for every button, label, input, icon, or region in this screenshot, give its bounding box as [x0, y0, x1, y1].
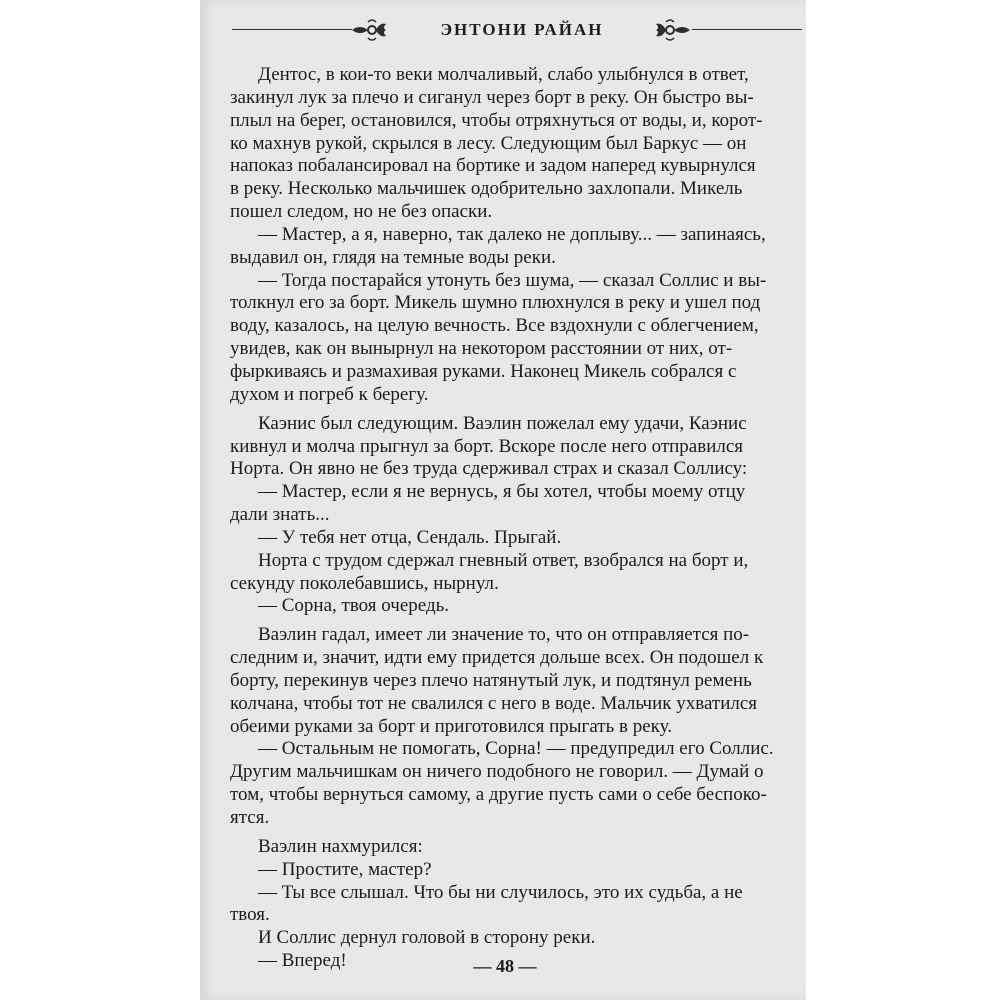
text-line: дали знать...	[230, 504, 330, 526]
text-line: — Мастер, если я не вернусь, я бы хотел, чтобы моему отцу	[258, 481, 746, 503]
fleuron-ornament-right-icon	[652, 16, 692, 44]
text-line: обеими руками за борт и приготовился прыгать в реку.	[230, 715, 672, 737]
text-line: Каэнис был следующим. Ваэлин пожелал ему удачи, Каэнис	[258, 412, 747, 434]
text-line: пошел следом, но не без опаски.	[230, 201, 493, 223]
text-line: кивнул и молча прыгнул за борт. Вскоре после него отправился	[230, 435, 744, 457]
text-line: Норта с трудом сдержал гневный ответ, взобрался на борт и,	[258, 549, 749, 571]
text-line: толкнул его за борт. Микель шумно плюхнулся в реку и ушел под	[230, 292, 761, 314]
text-line: Ваэлин нахмурился:	[258, 835, 423, 857]
text-line: — Мастер, а я, наверно, так далеко не доплыву... — запинаясь,	[258, 223, 766, 245]
text-line: ко махнув рукой, скрылся в лесу. Следующим был Баркус — он	[230, 132, 747, 154]
header-rule-left	[232, 29, 352, 30]
text-line: — Остальным не помогать, Сорна! — предупредил его Соллис.	[258, 738, 774, 760]
text-line: — У тебя нет отца, Сендаль. Прыгай.	[258, 526, 562, 548]
body-text	[230, 64, 790, 973]
text-line: секунду поколебавшись, нырнул.	[230, 572, 499, 594]
text-line: плыл на берег, остановился, чтобы отряхнуться от воды, и, корот-	[230, 109, 763, 131]
page-header	[232, 12, 802, 48]
text-line: закинул лук за плечо и сиганул через борт в реку. Он быстро вы-	[230, 86, 754, 108]
text-line: борту, перекинув через плечо натянутый лук, и подтянул ремень	[230, 669, 752, 691]
text-line: следним и, значит, идти ему придется дольше всех. Он подошел к	[230, 647, 764, 669]
text-line: Другим мальчишкам он ничего подобного не говорил. — Думай о	[230, 761, 764, 783]
text-line: фыркиваясь и размахивая руками. Наконец Микель собрался с	[230, 360, 737, 382]
book-page	[200, 0, 806, 1000]
text-line: в реку. Несколько мальчишек одобрительно захлопали. Микель	[230, 178, 743, 200]
text-line: твоя.	[230, 904, 270, 926]
text-line: — Ты все слышал. Что бы ни случилось, это их судьба, а не	[258, 881, 743, 903]
text-line: выдавил он, глядя на темные воды реки.	[230, 246, 556, 268]
text-line: Ваэлин гадал, имеет ли значение то, что он отправляется по-	[258, 624, 750, 646]
text-line: напоказ побалансировал на бортике и задом наперед кувырнулся	[230, 155, 756, 177]
text-line: — Тогда постарайся утонуть без шума, — сказал Соллис и вы-	[258, 269, 767, 291]
header-rule-right	[692, 29, 802, 30]
text-line: увидев, как он вынырнул на некотором расстоянии от них, от-	[230, 338, 733, 360]
fleuron-ornament-left-icon	[350, 16, 390, 44]
text-line: — Простите, мастер?	[258, 858, 432, 880]
text-line: колчана, чтобы тот не свалился с него в воде. Мальчик ухватился	[230, 692, 758, 714]
text-line: воду, казалось, на целую вечность. Все вздохнули с облегчением,	[230, 315, 759, 337]
text-line: И Соллис дернул головой в сторону реки.	[258, 927, 596, 949]
running-head-author: ЭНТОНИ РАЙАН	[440, 20, 604, 39]
page-number: — 48 —	[473, 956, 537, 976]
text-line: — Вперед!	[258, 950, 347, 972]
text-line: Норта. Он явно не без труда сдерживал страх и сказал Соллису:	[230, 458, 748, 480]
text-line: — Сорна, твоя очередь.	[258, 595, 450, 617]
text-line: том, чтобы вернуться самому, а другие пусть сами о себе беспоко-	[230, 784, 767, 806]
text-line: ятся.	[230, 807, 270, 828]
text-line: духом и погреб к берегу.	[230, 383, 429, 405]
text-line: Дентос, в кои-то веки молчаливый, слабо улыбнулся в ответ,	[258, 64, 749, 85]
